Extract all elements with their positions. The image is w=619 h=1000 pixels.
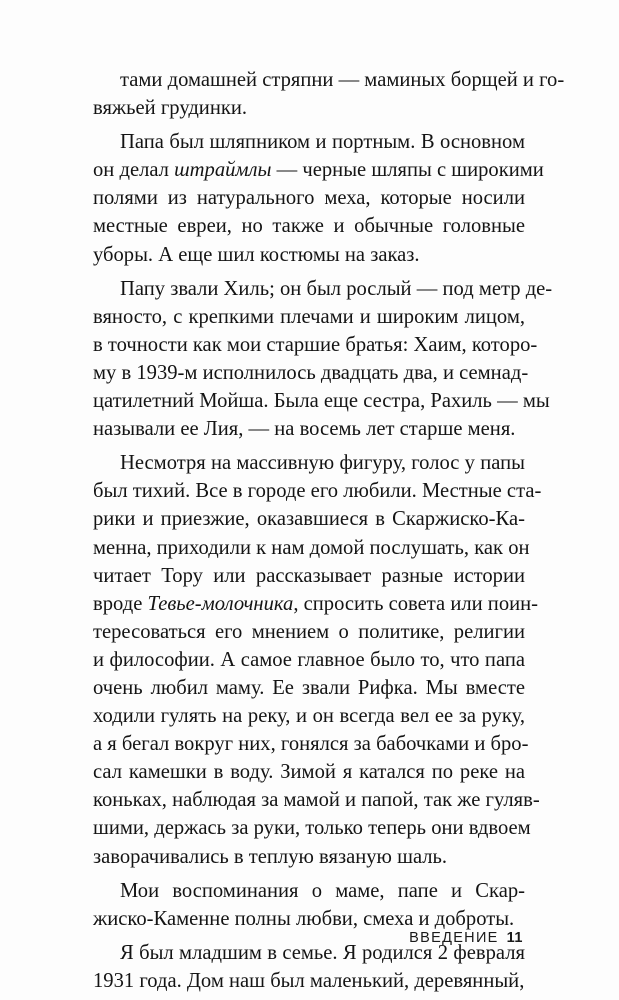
text-line: местные евреи, но также и обычные головные bbox=[93, 215, 525, 238]
text-line: Папа был шляпником и портным. В основном bbox=[120, 131, 525, 154]
text-line: вроде Тевье-молочника, спросить совета или поин- bbox=[93, 592, 539, 615]
text-line: цатилетний Мойша. Была еще сестра, Рахиль — мы bbox=[93, 390, 550, 413]
text-line: рики и приезжие, оказавшиеся в Скаржиско-Ка- bbox=[93, 508, 525, 531]
paragraph bbox=[93, 939, 525, 995]
text-line: шими, держась за руки, только теперь они вдвоем bbox=[93, 817, 531, 840]
text-line: Несмотря на массивную фигуру, голос у папы bbox=[120, 452, 525, 475]
text-line: был тихий. Все в городе его любили. Местные ста- bbox=[93, 480, 542, 503]
paragraph bbox=[93, 275, 553, 444]
text-line: Мои воспоминания о маме, папе и Скар- bbox=[120, 879, 525, 902]
text-line: заворачивались в теплую вязаную шаль. bbox=[93, 845, 448, 868]
text-line: тами домашней стряпни — маминых борщей и го- bbox=[120, 69, 565, 91]
text-line: он делал штраймлы — черные шляпы с широкими bbox=[93, 159, 544, 182]
text-line: сал камешки в воду. Зимой я катался по реке на bbox=[93, 761, 525, 784]
paragraph bbox=[93, 449, 542, 870]
running-footer bbox=[409, 930, 523, 946]
text-line: му в 1939-м исполнилось двадцать два, и семнад- bbox=[93, 361, 529, 384]
text-line: и философии. А самое главное было то, что папа bbox=[93, 648, 525, 671]
text-line: ходили гулять на реку, и он всегда вел ее за руку, bbox=[93, 705, 525, 728]
text-line: вяносто, с крепкими плечами и широким лицом, bbox=[93, 305, 525, 328]
text-line: уборы. А еще шил костюмы на заказ. bbox=[93, 243, 420, 266]
text-line: тересоваться его мнением о политике, религии bbox=[93, 620, 525, 643]
text-line: жиско-Каменне полны любви, смеха и доброты. bbox=[93, 907, 515, 930]
text-line: в точности как мои старшие братья: Хаим, которо- bbox=[93, 333, 538, 356]
footer-section-title: ВВЕДЕНИЕ bbox=[409, 930, 499, 946]
text-line: полями из натурального меха, которые носили bbox=[93, 187, 525, 210]
text-line: очень любил маму. Ее звали Рифка. Мы вместе bbox=[93, 676, 525, 699]
text-line: Я был младшим в семье. Я родился 2 февраля bbox=[120, 941, 525, 964]
text-line: Папу звали Хиль; он был рослый — под метр де- bbox=[120, 277, 553, 300]
text-line: коньках, наблюдая за мамой и папой, так же гуляв- bbox=[93, 789, 540, 812]
paragraph bbox=[93, 66, 565, 122]
text-line: вяжьей грудинки. bbox=[93, 97, 248, 120]
text-line: а я бегал вокруг них, гонялся за бабочками и бро- bbox=[93, 733, 529, 756]
paragraph bbox=[93, 128, 544, 268]
page-number: 11 bbox=[506, 930, 523, 946]
paragraph bbox=[93, 877, 525, 933]
text-line: 1931 года. Дом наш был маленький, деревянный, bbox=[93, 969, 525, 992]
text-line: читает Тору или рассказывает разные истории bbox=[93, 564, 525, 587]
text-line: называли ее Лия, — на восемь лет старше меня. bbox=[93, 418, 516, 441]
body-text bbox=[93, 66, 565, 995]
text-line: менна, приходили к нам домой послушать, как он bbox=[93, 536, 530, 559]
